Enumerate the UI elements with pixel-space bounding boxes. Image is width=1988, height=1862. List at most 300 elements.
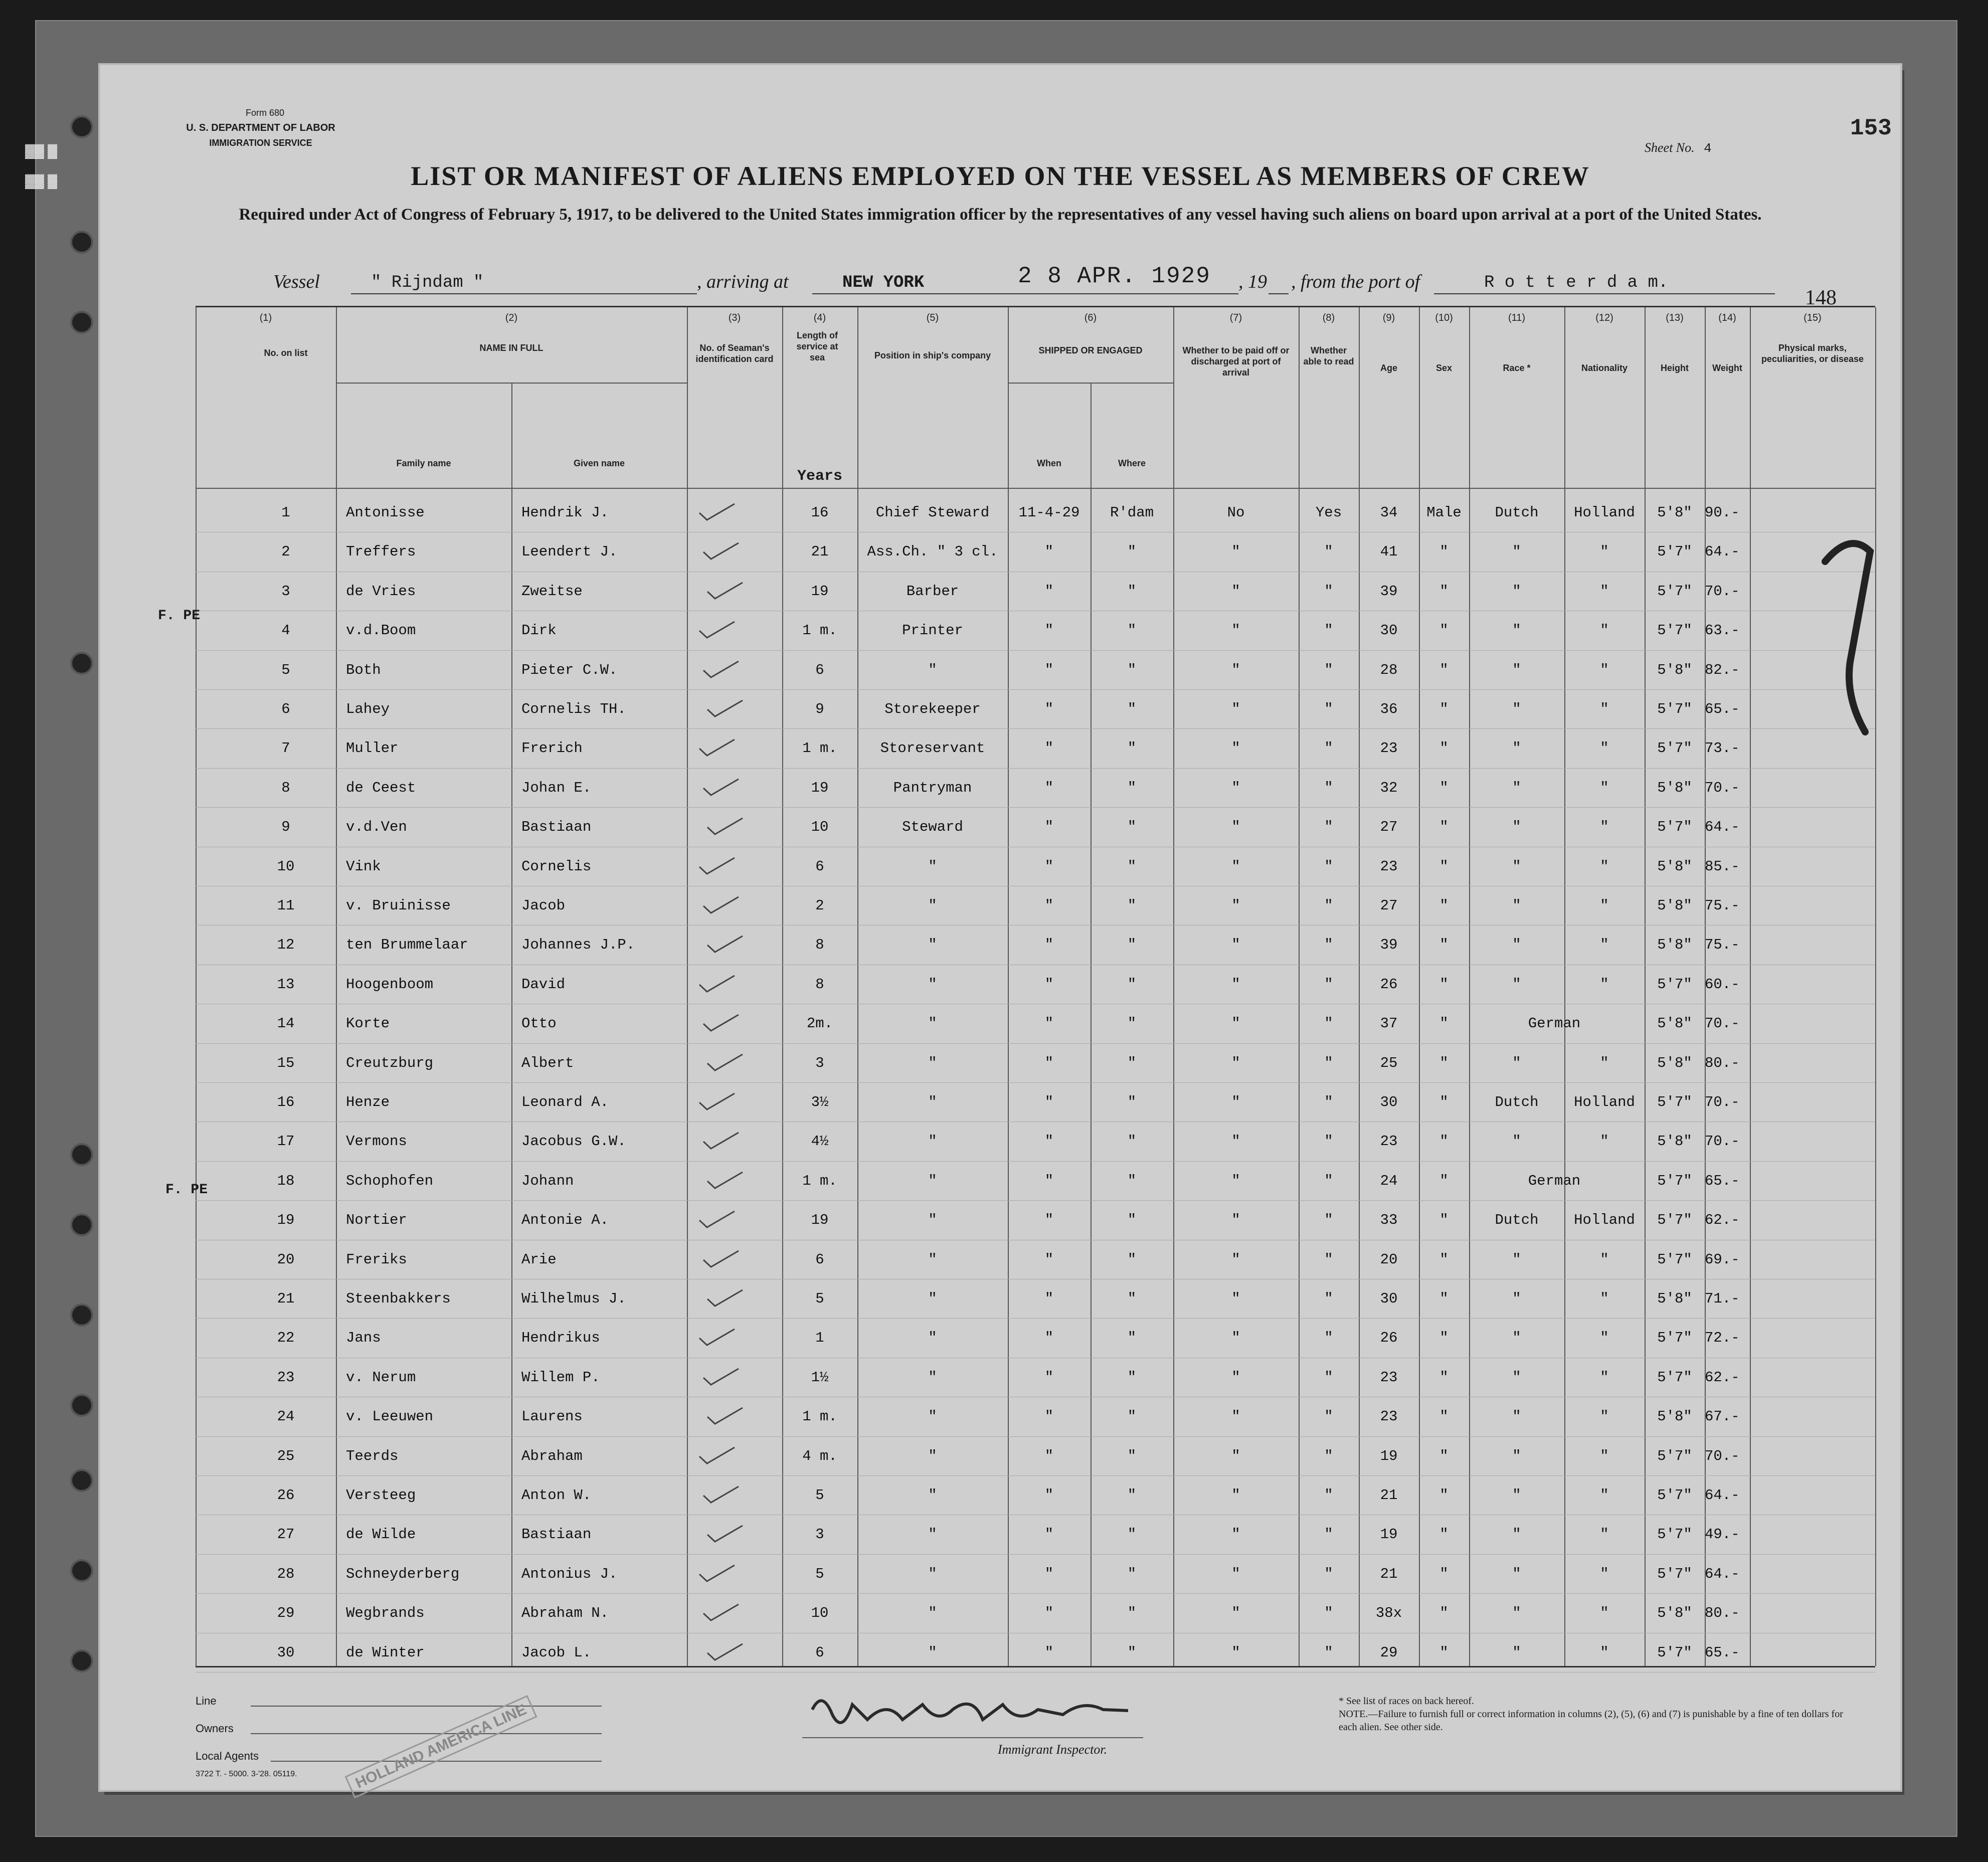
cell-position: Storeservant xyxy=(880,740,985,757)
check-mark-icon xyxy=(701,1367,741,1387)
cell-service-years: 6 xyxy=(815,1644,824,1661)
row-rule xyxy=(196,1554,1875,1555)
cell-height: 5'7" xyxy=(1657,1644,1692,1661)
cell-no: 14 xyxy=(277,1015,295,1032)
cell-paid-off: " xyxy=(1231,1644,1240,1661)
cell-service-years: 5 xyxy=(815,1487,824,1504)
cell-sex: " xyxy=(1439,858,1449,875)
column-heading-no: No. on list xyxy=(264,348,308,358)
check-mark-icon xyxy=(701,895,741,915)
cell-age: 39 xyxy=(1380,583,1398,600)
cell-height: 5'7" xyxy=(1657,740,1692,757)
cell-no: 11 xyxy=(277,897,295,914)
cell-able-to-read: " xyxy=(1324,1015,1333,1032)
inspector-signature xyxy=(802,1680,1133,1740)
cell-race: " xyxy=(1512,1369,1521,1386)
cell-able-to-read: " xyxy=(1324,897,1333,914)
cell-weight: 64.- xyxy=(1705,819,1740,836)
check-mark-icon xyxy=(701,1484,741,1505)
column-number-6: (6) xyxy=(1084,312,1097,323)
cell-shipped-when: " xyxy=(1044,1172,1054,1189)
cell-sex: " xyxy=(1439,1605,1449,1622)
cell-sex: " xyxy=(1439,1094,1449,1110)
cell-paid-off: " xyxy=(1231,701,1240,717)
cell-shipped-when: " xyxy=(1044,1251,1054,1268)
cell-race: " xyxy=(1512,701,1521,717)
column-heading-height: Height xyxy=(1661,363,1689,373)
cell-nationality: " xyxy=(1600,583,1609,600)
cell-able-to-read: " xyxy=(1324,1408,1333,1425)
row-rule xyxy=(196,807,1875,808)
cell-given-name: Jacobus G.W. xyxy=(521,1133,626,1150)
cell-weight: 64.- xyxy=(1705,1565,1740,1582)
check-mark-icon xyxy=(697,1209,737,1229)
cell-able-to-read: " xyxy=(1324,701,1333,717)
cell-shipped-where: " xyxy=(1127,701,1137,717)
cell-position: " xyxy=(928,661,937,678)
cell-sex: " xyxy=(1439,1369,1449,1386)
sheet-number-value: 4 xyxy=(1704,141,1712,156)
inspector-label: Immigrant Inspector. xyxy=(998,1742,1108,1757)
row-rule xyxy=(196,1043,1875,1044)
check-mark-icon xyxy=(705,1406,745,1426)
sheet-number-label: Sheet No. xyxy=(1645,140,1695,155)
cell-family-name: Jans xyxy=(346,1330,381,1347)
cell-shipped-where: " xyxy=(1127,1605,1137,1622)
cell-nationality: " xyxy=(1600,1251,1609,1268)
cell-no: 9 xyxy=(281,819,290,836)
cell-shipped-where: " xyxy=(1127,1369,1137,1386)
cell-paid-off: " xyxy=(1231,1487,1240,1504)
cell-family-name: Hoogenboom xyxy=(346,976,434,993)
cell-no: 29 xyxy=(277,1605,295,1622)
column-number-15: (15) xyxy=(1803,312,1822,323)
cell-able-to-read: " xyxy=(1324,1644,1333,1661)
cell-nationality: " xyxy=(1600,897,1609,914)
check-mark-icon xyxy=(697,1327,737,1347)
manifest-sheet xyxy=(100,65,1900,1790)
cell-given-name: Jacob L. xyxy=(521,1644,592,1661)
cell-sex: " xyxy=(1439,1172,1449,1189)
cell-age: 26 xyxy=(1380,1330,1398,1347)
cell-family-name: Vermons xyxy=(346,1133,407,1150)
cell-given-name: Abraham xyxy=(521,1447,583,1464)
footer-owners-label: Owners xyxy=(196,1722,234,1735)
cell-family-name: Wegbrands xyxy=(346,1605,425,1622)
cell-shipped-where: " xyxy=(1127,1290,1137,1307)
cell-race: " xyxy=(1512,897,1521,914)
cell-family-name: Both xyxy=(346,661,381,678)
cell-position: Ass.Ch. " 3 cl. xyxy=(867,543,998,561)
cell-able-to-read: " xyxy=(1324,1094,1333,1110)
cell-age: 23 xyxy=(1380,858,1398,875)
cell-shipped-where: " xyxy=(1127,1644,1137,1661)
cell-service-years: 3 xyxy=(815,1526,824,1543)
cell-age: 24 xyxy=(1380,1172,1398,1189)
cell-race: " xyxy=(1512,1487,1521,1504)
cell-nationality: " xyxy=(1600,543,1609,561)
cell-sex: " xyxy=(1439,701,1449,717)
cell-service-years: 10 xyxy=(811,1605,829,1622)
cell-no: 22 xyxy=(277,1330,295,1347)
cell-position: Barber xyxy=(906,583,959,600)
cell-service-years: 1½ xyxy=(811,1369,829,1386)
cell-race: " xyxy=(1512,819,1521,836)
margin-annotation: F. PE xyxy=(165,1182,208,1198)
cell-position: " xyxy=(928,1644,937,1661)
manifest-title: LIST OR MANIFEST OF ALIENS EMPLOYED ON THE VESSEL AS MEMBERS OF CREW xyxy=(411,161,1590,191)
column-number-9: (9) xyxy=(1382,312,1395,323)
cell-shipped-when: " xyxy=(1044,1644,1054,1661)
cell-height: 5'8" xyxy=(1657,1054,1692,1071)
column-heading-physical-marks: Physical marks, peculiarities, or disease xyxy=(1761,343,1864,364)
check-mark-icon xyxy=(705,816,745,836)
cell-given-name: Bastiaan xyxy=(521,1526,592,1543)
cell-nationality: " xyxy=(1600,1565,1609,1582)
cell-race: " xyxy=(1512,583,1521,600)
cell-family-name: Teerds xyxy=(346,1447,399,1464)
column-number-1: (1) xyxy=(259,312,272,323)
cell-height: 5'7" xyxy=(1657,1447,1692,1464)
cell-shipped-where: " xyxy=(1127,1054,1137,1071)
check-mark-icon xyxy=(697,502,737,522)
cell-paid-off: No xyxy=(1227,504,1245,521)
margin-stamp: ▓▓ ▓ ▓▓ ▓ xyxy=(25,143,58,188)
column-heading-when: When xyxy=(1037,458,1061,468)
cell-age: 19 xyxy=(1380,1447,1398,1464)
column-number-7: (7) xyxy=(1229,312,1242,323)
cell-paid-off: " xyxy=(1231,622,1240,639)
cell-no: 13 xyxy=(277,976,295,993)
cell-age: 30 xyxy=(1380,1094,1398,1110)
cell-paid-off: " xyxy=(1231,1605,1240,1622)
row-rule xyxy=(196,1436,1875,1437)
footer-notes xyxy=(1339,1695,1855,1734)
cell-sex: " xyxy=(1439,779,1449,796)
cell-paid-off: " xyxy=(1231,937,1240,954)
cell-no: 19 xyxy=(277,1212,295,1229)
cell-able-to-read: " xyxy=(1324,1133,1333,1150)
cell-shipped-where: " xyxy=(1127,819,1137,836)
cell-age: 30 xyxy=(1380,1290,1398,1307)
cell-race: " xyxy=(1512,1644,1521,1661)
cell-able-to-read: " xyxy=(1324,937,1333,954)
cell-paid-off: " xyxy=(1231,1330,1240,1347)
cell-family-name: Lahey xyxy=(346,701,390,717)
cell-shipped-where: " xyxy=(1127,1526,1137,1543)
cell-paid-off: " xyxy=(1231,1408,1240,1425)
cell-age: 21 xyxy=(1380,1565,1398,1582)
cell-given-name: Antonius J. xyxy=(521,1565,618,1582)
cell-no: 28 xyxy=(277,1565,295,1582)
arriving-label: , arriving at xyxy=(697,271,789,292)
cell-weight: 73.- xyxy=(1705,740,1740,757)
form-department: U. S. DEPARTMENT OF LABOR xyxy=(186,122,335,133)
cell-no: 20 xyxy=(277,1251,295,1268)
cell-family-name: Creutzburg xyxy=(346,1054,434,1071)
cell-shipped-when: " xyxy=(1044,1605,1054,1622)
column-heading-sex: Sex xyxy=(1435,363,1453,373)
cell-nationality: " xyxy=(1600,1526,1609,1543)
cell-height: 5'7" xyxy=(1657,1565,1692,1582)
cell-shipped-when: " xyxy=(1044,583,1054,600)
cell-race: " xyxy=(1512,740,1521,757)
cell-weight: 69.- xyxy=(1705,1251,1740,1268)
cell-race: " xyxy=(1512,779,1521,796)
cell-paid-off: " xyxy=(1231,583,1240,600)
column-number-5: (5) xyxy=(926,312,939,323)
cell-service-years: 2m. xyxy=(806,1015,833,1032)
cell-weight: 65.- xyxy=(1705,1644,1740,1661)
cell-given-name: Johannes J.P. xyxy=(521,937,635,954)
cell-height: 5'7" xyxy=(1657,1212,1692,1229)
cell-sex: " xyxy=(1439,1487,1449,1504)
column-number-8: (8) xyxy=(1322,312,1335,323)
cell-height: 5'7" xyxy=(1657,1526,1692,1543)
cell-shipped-when: " xyxy=(1044,937,1054,954)
cell-race: " xyxy=(1512,1565,1521,1582)
cell-shipped-where: " xyxy=(1127,937,1137,954)
cell-able-to-read: " xyxy=(1324,1054,1333,1071)
cell-no: 8 xyxy=(281,779,290,796)
cell-weight: 60.- xyxy=(1705,976,1740,993)
cell-service-years: 4½ xyxy=(811,1133,829,1150)
cell-shipped-when: " xyxy=(1044,858,1054,875)
cell-position: Storekeeper xyxy=(884,701,981,717)
cell-given-name: Otto xyxy=(521,1015,557,1032)
cell-given-name: Dirk xyxy=(521,622,557,639)
cell-nationality xyxy=(1564,1166,1645,1196)
cell-service-years: 19 xyxy=(811,779,829,796)
cell-no: 26 xyxy=(277,1487,295,1504)
cell-service-years: 19 xyxy=(811,1212,829,1229)
check-mark-icon xyxy=(701,777,741,797)
cell-age: 26 xyxy=(1380,976,1398,993)
cell-shipped-where: " xyxy=(1127,1172,1137,1189)
cell-age: 39 xyxy=(1380,937,1398,954)
cell-nationality: " xyxy=(1600,1133,1609,1150)
cell-no: 10 xyxy=(277,858,295,875)
cell-race: " xyxy=(1512,622,1521,639)
cell-paid-off: " xyxy=(1231,1526,1240,1543)
cell-service-years: 6 xyxy=(815,661,824,678)
cell-weight: 63.- xyxy=(1705,622,1740,639)
cell-family-name: Antonisse xyxy=(346,504,425,521)
cell-age: 34 xyxy=(1380,504,1398,521)
arrival-line xyxy=(812,293,1238,294)
cell-family-name: de Ceest xyxy=(346,779,416,796)
cell-shipped-when: " xyxy=(1044,1212,1054,1229)
cell-race: " xyxy=(1512,543,1521,561)
cell-sex: Male xyxy=(1426,504,1462,521)
cell-height: 5'7" xyxy=(1657,701,1692,717)
cell-shipped-when: " xyxy=(1044,1015,1054,1032)
cell-sex: " xyxy=(1439,976,1449,993)
cell-sex: " xyxy=(1439,740,1449,757)
cell-paid-off: " xyxy=(1231,1094,1240,1110)
cell-nationality: Holland xyxy=(1574,1094,1635,1110)
cell-position: " xyxy=(928,1133,937,1150)
cell-family-name: de Winter xyxy=(346,1644,425,1661)
year-line xyxy=(1269,293,1289,294)
cell-service-years: 19 xyxy=(811,583,829,600)
cell-race: " xyxy=(1512,1330,1521,1347)
cell-given-name: Johan E. xyxy=(521,779,592,796)
cell-sex: " xyxy=(1439,1015,1449,1032)
cell-paid-off: " xyxy=(1231,976,1240,993)
cell-nationality: " xyxy=(1600,1330,1609,1347)
from-port: R o t t e r d a m. xyxy=(1484,273,1669,292)
column-unit-years: Years xyxy=(797,468,842,485)
cell-race: German xyxy=(1528,1015,1581,1032)
cell-nationality: " xyxy=(1600,1054,1609,1071)
check-mark-icon xyxy=(697,974,737,994)
cell-given-name: Pieter C.W. xyxy=(521,661,618,678)
cell-race: " xyxy=(1512,858,1521,875)
footer-line-rule xyxy=(251,1706,602,1707)
column-number-2: (2) xyxy=(505,312,518,323)
crew-table xyxy=(196,306,1875,1667)
binder-hole xyxy=(70,1304,93,1327)
binder-hole xyxy=(70,115,93,138)
check-mark-icon xyxy=(697,737,737,758)
cell-race: Dutch xyxy=(1495,1212,1539,1229)
pencil-mark-icon xyxy=(1815,531,1885,742)
cell-able-to-read: " xyxy=(1324,1565,1333,1582)
cell-position: Steward xyxy=(902,819,963,836)
cell-able-to-read: " xyxy=(1324,1212,1333,1229)
cell-sex: " xyxy=(1439,1251,1449,1268)
cell-shipped-when: " xyxy=(1044,1526,1054,1543)
cell-shipped-where: " xyxy=(1127,1015,1137,1032)
cell-sex: " xyxy=(1439,1565,1449,1582)
cell-nationality: Holland xyxy=(1574,504,1635,521)
cell-nationality: Holland xyxy=(1574,1212,1635,1229)
cell-height: 5'8" xyxy=(1657,504,1692,521)
cell-service-years: 1 m. xyxy=(802,622,837,639)
cell-given-name: Johann xyxy=(521,1172,574,1189)
column-number-3: (3) xyxy=(728,312,741,323)
cell-family-name: Muller xyxy=(346,740,399,757)
cell-race: " xyxy=(1512,1290,1521,1307)
check-mark-icon xyxy=(701,1131,741,1151)
cell-position: " xyxy=(928,1487,937,1504)
cell-service-years: 10 xyxy=(811,819,829,836)
form-header xyxy=(186,105,336,150)
cell-service-years: 5 xyxy=(815,1565,824,1582)
check-mark-icon xyxy=(697,1091,737,1111)
cell-able-to-read: " xyxy=(1324,976,1333,993)
cell-sex: " xyxy=(1439,937,1449,954)
column-heading-read: Whether able to read xyxy=(1303,345,1354,366)
cell-weight: 65.- xyxy=(1705,1172,1740,1189)
cell-weight: 90.- xyxy=(1705,504,1740,521)
cell-shipped-where: " xyxy=(1127,1565,1137,1582)
cell-height: 5'7" xyxy=(1657,1251,1692,1268)
cell-height: 5'8" xyxy=(1657,779,1692,796)
cell-position: " xyxy=(928,1212,937,1229)
column-number-13: (13) xyxy=(1666,312,1684,323)
cell-shipped-where: " xyxy=(1127,897,1137,914)
column-heading-given-name: Given name xyxy=(573,458,625,468)
cell-position: " xyxy=(928,1054,937,1071)
cell-shipped-when: " xyxy=(1044,1290,1054,1307)
from-port-line xyxy=(1434,293,1775,294)
check-mark-icon xyxy=(697,856,737,876)
cell-able-to-read: " xyxy=(1324,1330,1333,1347)
cell-paid-off: " xyxy=(1231,661,1240,678)
cell-no: 27 xyxy=(277,1526,295,1543)
cell-paid-off: " xyxy=(1231,1015,1240,1032)
cell-shipped-when: 11-4-29 xyxy=(1018,504,1080,521)
cell-shipped-when: " xyxy=(1044,1487,1054,1504)
cell-nationality: " xyxy=(1600,1369,1609,1386)
column-heading-family-name: Family name xyxy=(396,458,451,468)
cell-no: 1 xyxy=(281,504,290,521)
cell-shipped-when: " xyxy=(1044,819,1054,836)
column-number-14: (14) xyxy=(1718,312,1736,323)
check-mark-icon xyxy=(705,581,745,601)
cell-age: 20 xyxy=(1380,1251,1398,1268)
vessel-label: Vessel xyxy=(273,271,320,292)
cell-position: " xyxy=(928,1447,937,1464)
cell-shipped-where: " xyxy=(1127,1212,1137,1229)
cell-height: 5'8" xyxy=(1657,1133,1692,1150)
cell-weight: 71.- xyxy=(1705,1290,1740,1307)
cell-able-to-read: " xyxy=(1324,1290,1333,1307)
arrival-date-stamp: 2 8 APR. 1929 xyxy=(1018,263,1211,289)
column-heading-service-length: Length of service at sea xyxy=(796,330,838,362)
cell-nationality: " xyxy=(1600,1447,1609,1464)
cell-sex: " xyxy=(1439,1290,1449,1307)
cell-position: " xyxy=(928,897,937,914)
cell-no: 16 xyxy=(277,1094,295,1110)
check-mark-icon xyxy=(705,1524,745,1544)
cell-sex: " xyxy=(1439,1133,1449,1150)
form-service: IMMIGRATION SERVICE xyxy=(209,138,312,148)
cell-nationality: " xyxy=(1600,1290,1609,1307)
cell-height: 5'7" xyxy=(1657,819,1692,836)
cell-age: 28 xyxy=(1380,661,1398,678)
cell-position: Pantryman xyxy=(893,779,972,796)
check-mark-icon xyxy=(705,1288,745,1308)
cell-shipped-where: " xyxy=(1127,1408,1137,1425)
check-mark-icon xyxy=(705,698,745,718)
cell-able-to-read: " xyxy=(1324,1487,1333,1504)
manifest-subtitle: Required under Act of Congress of February 5, 1917, to be delivered to the United States immigration officer by the representatives of any vessel having such aliens on board upon arrival at a port of the United States. xyxy=(239,206,1762,224)
cell-service-years: 1 m. xyxy=(802,1408,837,1425)
cell-weight: 80.- xyxy=(1705,1605,1740,1622)
binding-margin xyxy=(20,80,95,1785)
cell-age: 33 xyxy=(1380,1212,1398,1229)
cell-able-to-read: " xyxy=(1324,622,1333,639)
cell-position: Chief Steward xyxy=(875,504,990,521)
cell-age: 30 xyxy=(1380,622,1398,639)
cell-shipped-when: " xyxy=(1044,1565,1054,1582)
row-rule xyxy=(196,1200,1875,1201)
check-mark-icon xyxy=(705,1170,745,1190)
cell-position: Printer xyxy=(902,622,963,639)
cell-weight: 64.- xyxy=(1705,543,1740,561)
cell-paid-off: " xyxy=(1231,1133,1240,1150)
cell-shipped-where: " xyxy=(1127,661,1137,678)
cell-no: 7 xyxy=(281,740,290,757)
cell-age: 25 xyxy=(1380,1054,1398,1071)
cell-shipped-when: " xyxy=(1044,1330,1054,1347)
cell-shipped-where: " xyxy=(1127,543,1137,561)
cell-paid-off: " xyxy=(1231,1565,1240,1582)
cell-shipped-where: " xyxy=(1127,976,1137,993)
